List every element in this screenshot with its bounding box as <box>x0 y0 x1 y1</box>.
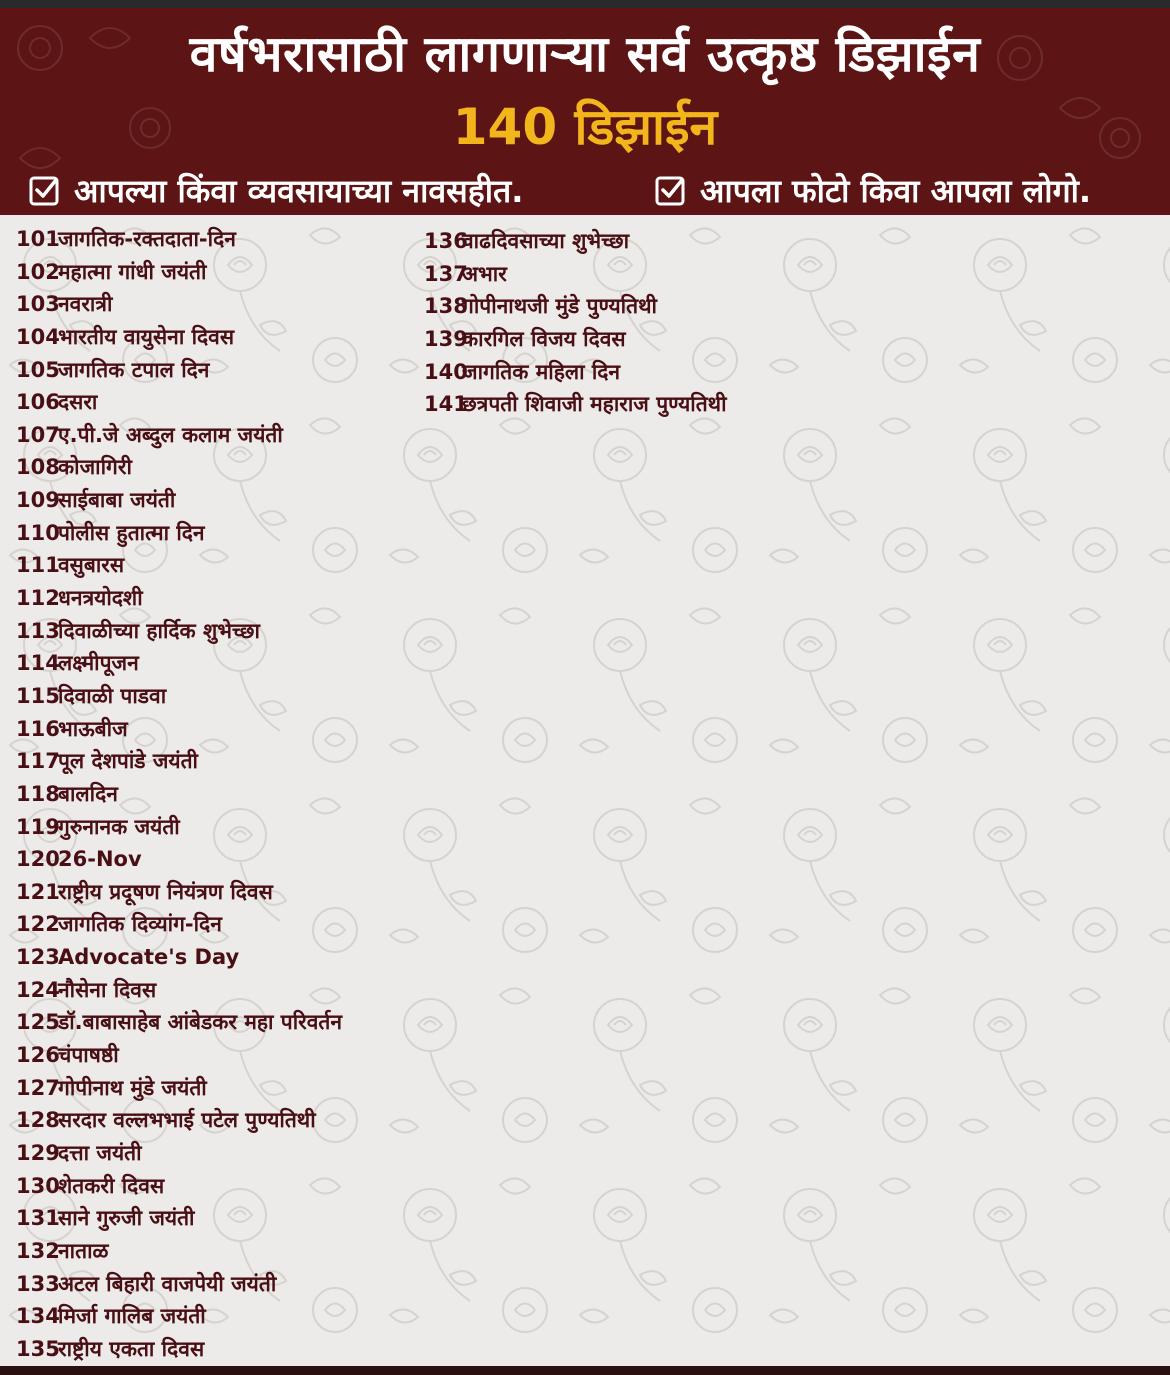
item-number: 105 <box>16 357 60 382</box>
list-item <box>424 290 727 323</box>
list-item <box>16 1333 342 1366</box>
list-item <box>424 258 727 291</box>
list-item <box>16 941 342 974</box>
item-number: 102 <box>16 259 60 284</box>
feature-item-photo <box>654 168 1091 212</box>
item-number: 103 <box>16 292 60 317</box>
checkbox-checked-icon <box>654 172 690 208</box>
item-number: 121 <box>16 879 60 904</box>
list-item <box>424 323 727 356</box>
item-number: 128 <box>16 1108 60 1133</box>
list-item <box>16 517 342 550</box>
list-item <box>16 811 342 844</box>
item-number: 120 <box>16 847 60 872</box>
list-item <box>16 843 342 876</box>
list-item <box>16 451 342 484</box>
list-item <box>16 1104 342 1137</box>
list-item <box>16 1170 342 1203</box>
item-number: 138 <box>424 294 468 319</box>
list-item <box>16 386 342 419</box>
item-label: सरदार वल्लभभाई पटेल पुण्यतिथी <box>58 1108 316 1133</box>
list-item <box>16 1039 342 1072</box>
item-number: 112 <box>16 586 60 611</box>
item-label: ए.पी.जे अब्दुल कलाम जयंती <box>58 422 283 447</box>
item-label: साईबाबा जयंती <box>58 488 176 513</box>
item-number: 133 <box>16 1271 60 1296</box>
list-item <box>16 582 342 615</box>
item-number: 129 <box>16 1140 60 1165</box>
item-label: साने गुरुजी जयंती <box>58 1206 195 1231</box>
item-number: 139 <box>424 326 468 351</box>
item-label: गुरुनानक जयंती <box>58 814 180 839</box>
list-item <box>16 354 342 387</box>
item-label: पोलीस हुतात्मा दिन <box>58 520 205 545</box>
list-item <box>16 876 342 909</box>
bottom-dark-strip <box>0 1366 1170 1375</box>
item-label: वाढदिवसाच्या शुभेच्छा <box>462 229 630 253</box>
list-item <box>16 223 342 256</box>
item-label: गोपीनाथजी मुंडे पुण्यतिथी <box>462 294 657 319</box>
list-item <box>424 356 727 389</box>
list-item <box>16 1072 342 1105</box>
item-number: 101 <box>16 227 60 251</box>
item-number: 108 <box>16 455 60 480</box>
list-item <box>16 321 342 354</box>
item-number: 131 <box>16 1206 60 1231</box>
item-number: 109 <box>16 488 60 513</box>
item-number: 116 <box>16 716 60 741</box>
item-label: कारगिल विजय दिवस <box>462 326 626 351</box>
item-label: शेतकरी दिवस <box>58 1173 165 1198</box>
item-number: 141 <box>424 392 468 417</box>
list-item <box>16 549 342 582</box>
item-label: 26-Nov <box>58 847 142 872</box>
design-list-column-1 <box>16 223 342 1365</box>
item-label: नवरात्री <box>58 292 113 317</box>
item-label: जागतिक महिला दिन <box>462 359 621 384</box>
item-label: डॉ.बाबासाहेब आंबेडकर महा परिवर्तन <box>58 1010 343 1035</box>
item-number: 137 <box>424 261 468 286</box>
item-number: 107 <box>16 422 60 447</box>
item-label: चंपाषष्ठी <box>58 1043 119 1068</box>
item-label: धनत्रयोदशी <box>58 586 143 611</box>
list-item <box>16 1235 342 1268</box>
item-number: 140 <box>424 359 468 384</box>
item-label: अभार <box>462 261 507 286</box>
item-label: भाऊबीज <box>58 716 128 741</box>
item-label: दत्ता जयंती <box>58 1140 142 1165</box>
item-label: नौसेना दिवस <box>58 977 157 1002</box>
header-banner <box>0 8 1170 215</box>
list-item <box>16 680 342 713</box>
checkbox-checked-icon <box>28 172 64 208</box>
item-number: 115 <box>16 683 60 708</box>
item-label: महात्मा गांधी जयंती <box>58 259 207 284</box>
item-number: 130 <box>16 1173 60 1198</box>
item-label: जागतिक-रक्तदाता-दिन <box>58 227 236 251</box>
item-number: 119 <box>16 814 60 839</box>
design-list-column-2 <box>424 225 727 421</box>
item-label: दिवाळी पाडवा <box>58 683 167 708</box>
item-label: छत्रपती शिवाजी महाराज पुण्यतिथी <box>462 392 727 417</box>
item-number: 134 <box>16 1304 60 1329</box>
item-label: दसरा <box>58 390 98 415</box>
list-item <box>16 1137 342 1170</box>
item-label: मिर्जा गालिब जयंती <box>58 1304 206 1329</box>
list-item <box>16 778 342 811</box>
item-number: 122 <box>16 912 60 937</box>
list-item <box>16 908 342 941</box>
list-item <box>16 419 342 452</box>
item-number: 123 <box>16 945 60 970</box>
list-item <box>16 484 342 517</box>
item-number: 126 <box>16 1043 60 1068</box>
top-dark-strip <box>0 0 1170 8</box>
item-label: वसुबारस <box>58 553 125 578</box>
feature-item-name <box>28 168 523 212</box>
item-number: 124 <box>16 977 60 1002</box>
item-label: भारतीय वायुसेना दिवस <box>58 324 235 349</box>
feature-label: आपला फोटो किवा आपला लोगो. <box>700 171 1092 210</box>
item-label: दिवाळीच्या हार्दिक शुभेच्छा <box>58 618 260 643</box>
list-item <box>16 713 342 746</box>
list-item <box>16 1268 342 1301</box>
item-number: 118 <box>16 781 60 806</box>
page-title: वर्षभरासाठी लागणाऱ्या सर्व उत्कृष्ठ डिझाईन <box>189 25 981 83</box>
list-item <box>16 647 342 680</box>
item-label: जागतिक टपाल दिन <box>58 357 210 382</box>
item-label: जागतिक दिव्यांग-दिन <box>58 912 222 937</box>
list-item <box>16 1006 342 1039</box>
list-item <box>16 615 342 648</box>
page-subtitle: 140 डिझाईन <box>452 98 718 156</box>
list-item <box>16 974 342 1007</box>
list-item <box>16 745 342 778</box>
item-number: 125 <box>16 1010 60 1035</box>
item-number: 110 <box>16 520 60 545</box>
item-label: बालदिन <box>58 781 118 806</box>
item-label: नाताळ <box>58 1238 109 1263</box>
item-number: 106 <box>16 390 60 415</box>
item-label: पूल देशपांडे जयंती <box>58 749 198 774</box>
list-item <box>16 256 342 289</box>
item-number: 127 <box>16 1075 60 1100</box>
item-label: Advocate's Day <box>58 945 240 970</box>
item-number: 104 <box>16 324 60 349</box>
list-item <box>424 225 727 258</box>
item-number: 113 <box>16 618 60 643</box>
item-number: 117 <box>16 749 60 774</box>
list-item <box>16 1300 342 1333</box>
list-item <box>16 1202 342 1235</box>
design-list-area <box>0 215 1170 1366</box>
item-number: 132 <box>16 1238 60 1263</box>
item-label: अटल बिहारी वाजपेयी जयंती <box>58 1271 277 1296</box>
list-item <box>424 388 727 421</box>
item-label: गोपीनाथ मुंडे जयंती <box>58 1075 207 1100</box>
item-number: 136 <box>424 229 468 253</box>
feature-label: आपल्या किंवा व्यवसायाच्या नावसहीत. <box>74 171 524 210</box>
item-label: राष्ट्रीय एकता दिवस <box>58 1336 205 1361</box>
item-number: 114 <box>16 651 60 676</box>
item-label: लक्ष्मीपूजन <box>58 651 139 676</box>
item-label: राष्ट्रीय प्रदूषण नियंत्रण दिवस <box>58 879 273 904</box>
list-item <box>16 288 342 321</box>
item-label: कोजागिरी <box>58 455 132 480</box>
item-number: 111 <box>16 553 60 578</box>
item-number: 135 <box>16 1336 60 1361</box>
